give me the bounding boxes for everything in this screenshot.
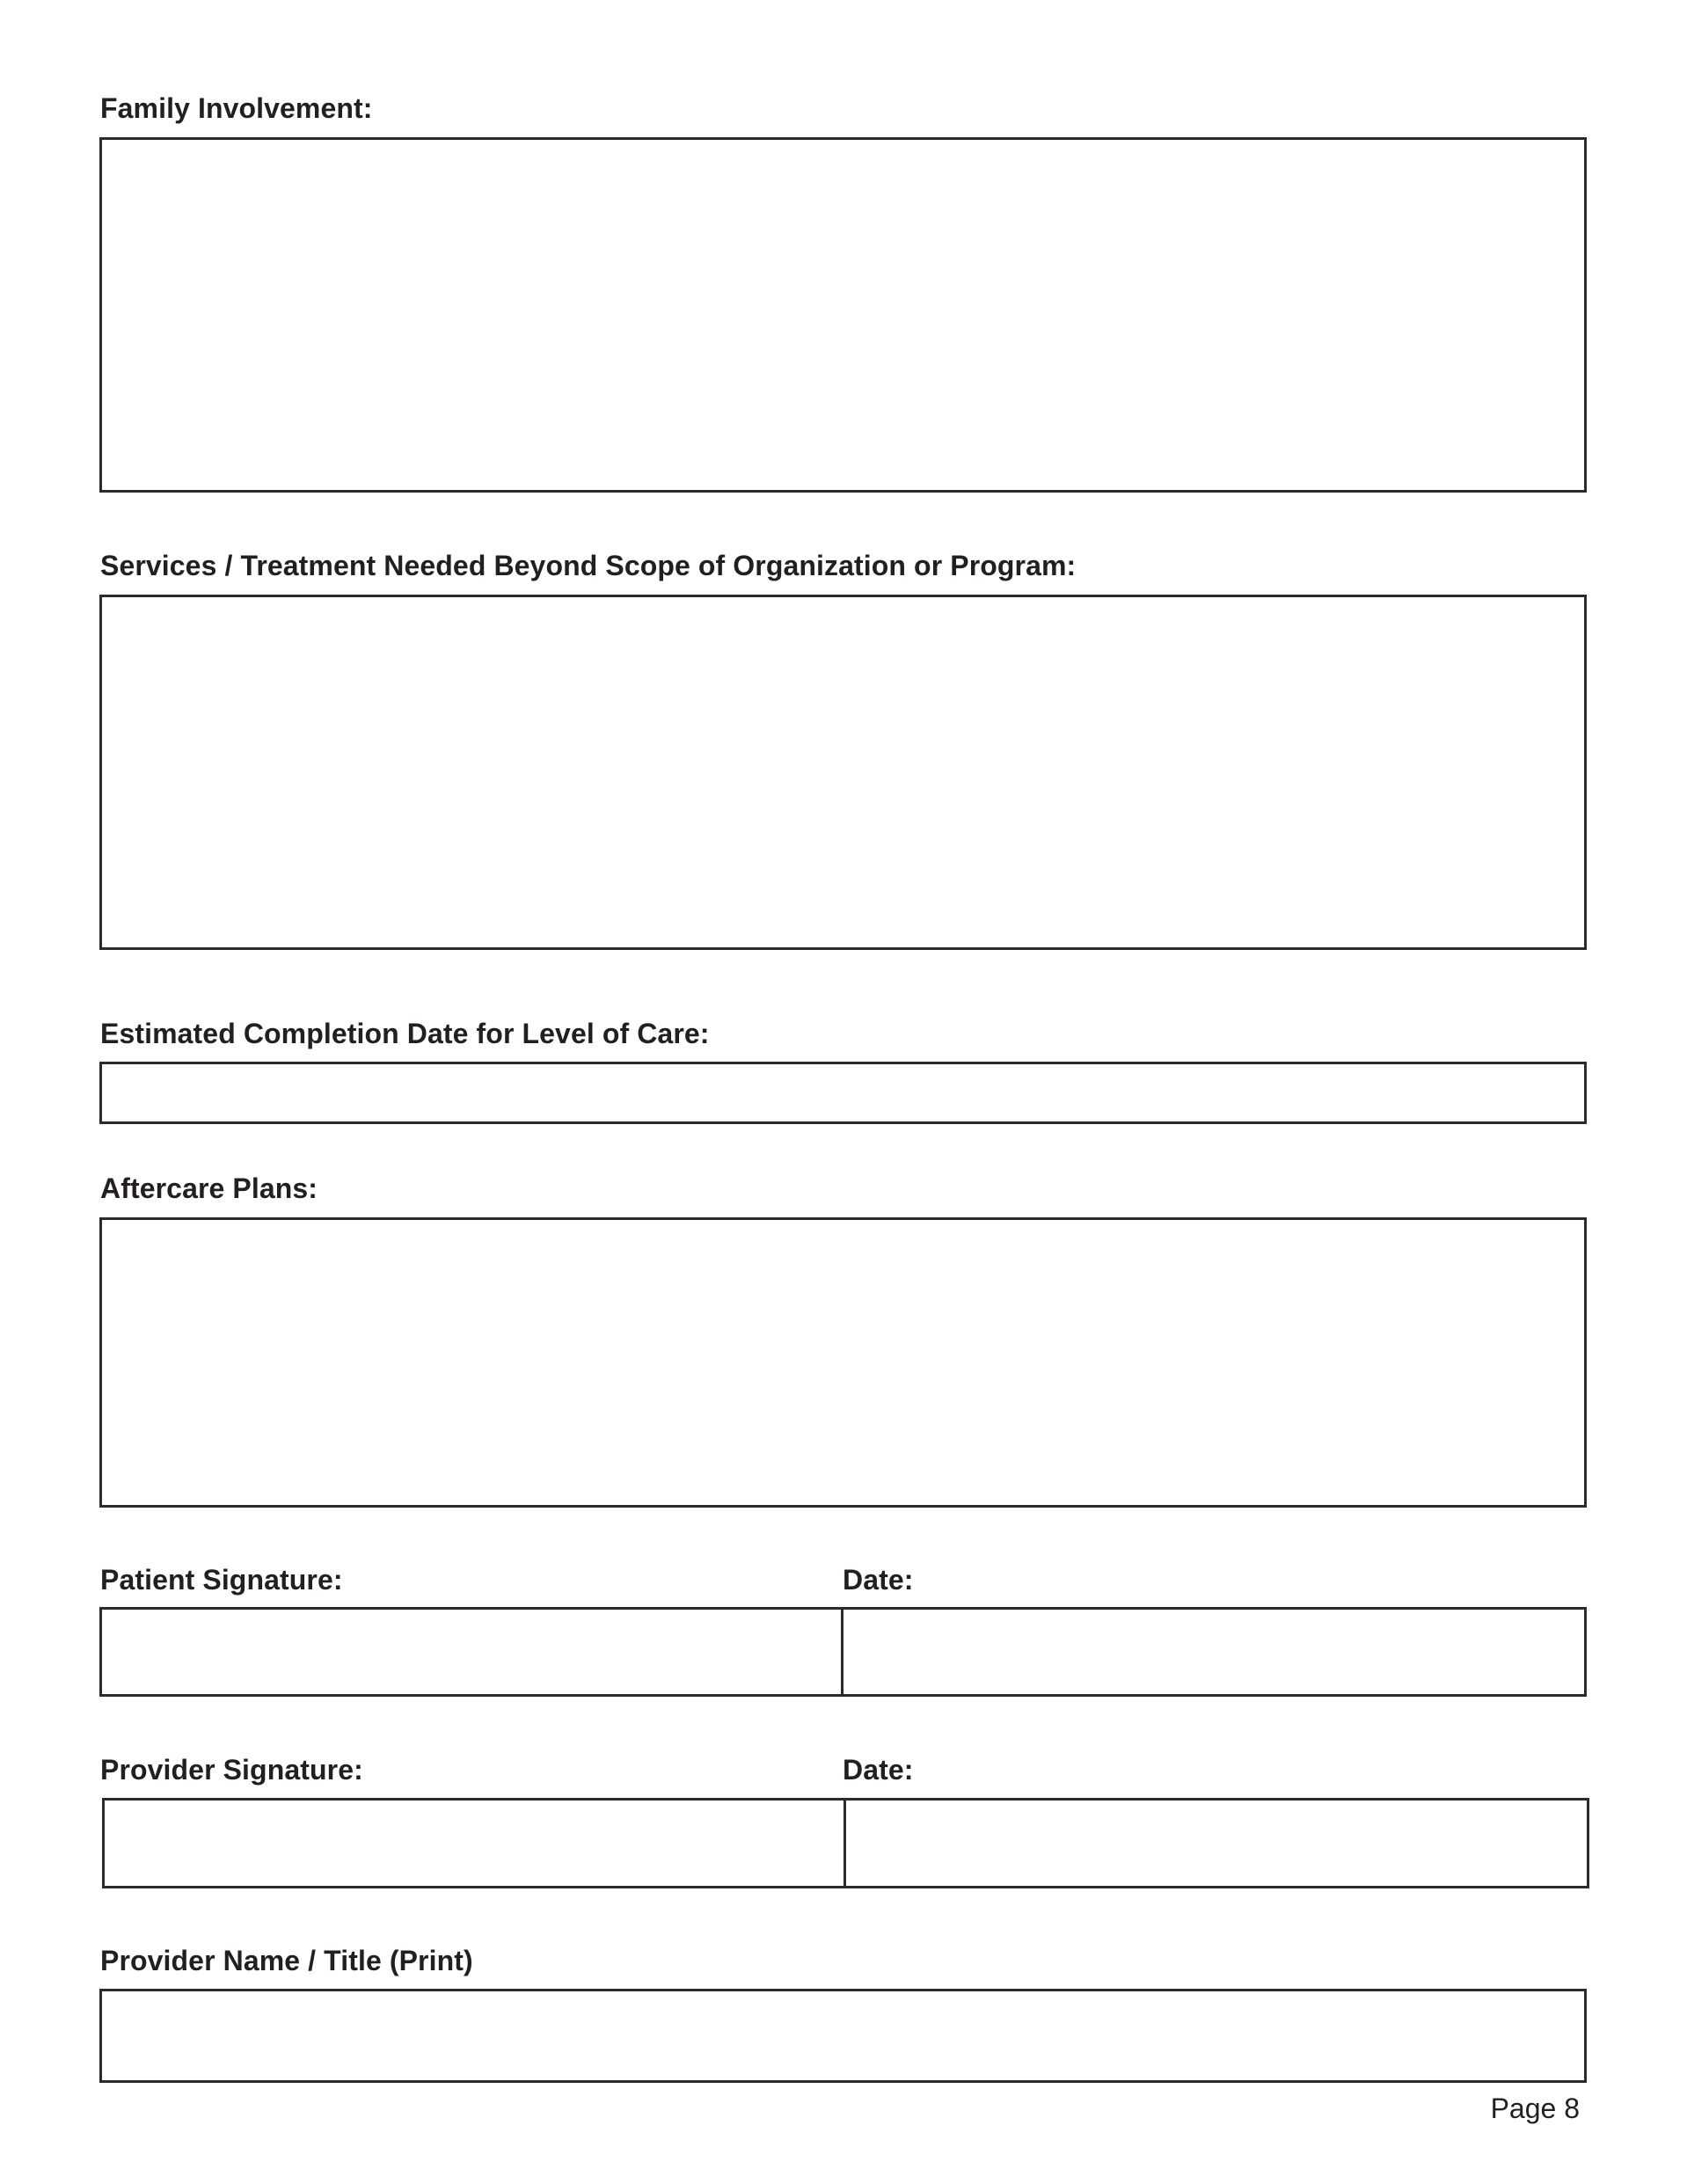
patient-date-label: Date: [843,1564,914,1596]
page-number: Page 8 [1490,2093,1580,2124]
aftercare-plans-label: Aftercare Plans: [100,1172,318,1204]
patient-signature-field[interactable] [99,1607,844,1697]
patient-signature-label: Patient Signature: [100,1564,343,1596]
completion-date-label: Estimated Completion Date for Level of Care: [100,1018,710,1049]
provider-name-label: Provider Name / Title (Print) [100,1945,473,1976]
aftercare-plans-field[interactable] [99,1217,1587,1508]
provider-signature-label: Provider Signature: [100,1754,363,1786]
services-needed-field[interactable] [99,595,1587,950]
provider-name-field[interactable] [99,1989,1587,2083]
provider-date-field[interactable] [844,1798,1589,1888]
patient-date-field[interactable] [841,1607,1587,1697]
completion-date-field[interactable] [99,1062,1587,1124]
family-involvement-label: Family Involvement: [100,92,373,124]
provider-signature-field[interactable] [102,1798,846,1888]
services-needed-label: Services / Treatment Needed Beyond Scope of Organization or Program: [100,550,1077,581]
provider-date-label: Date: [843,1754,914,1786]
family-involvement-field[interactable] [99,137,1587,493]
